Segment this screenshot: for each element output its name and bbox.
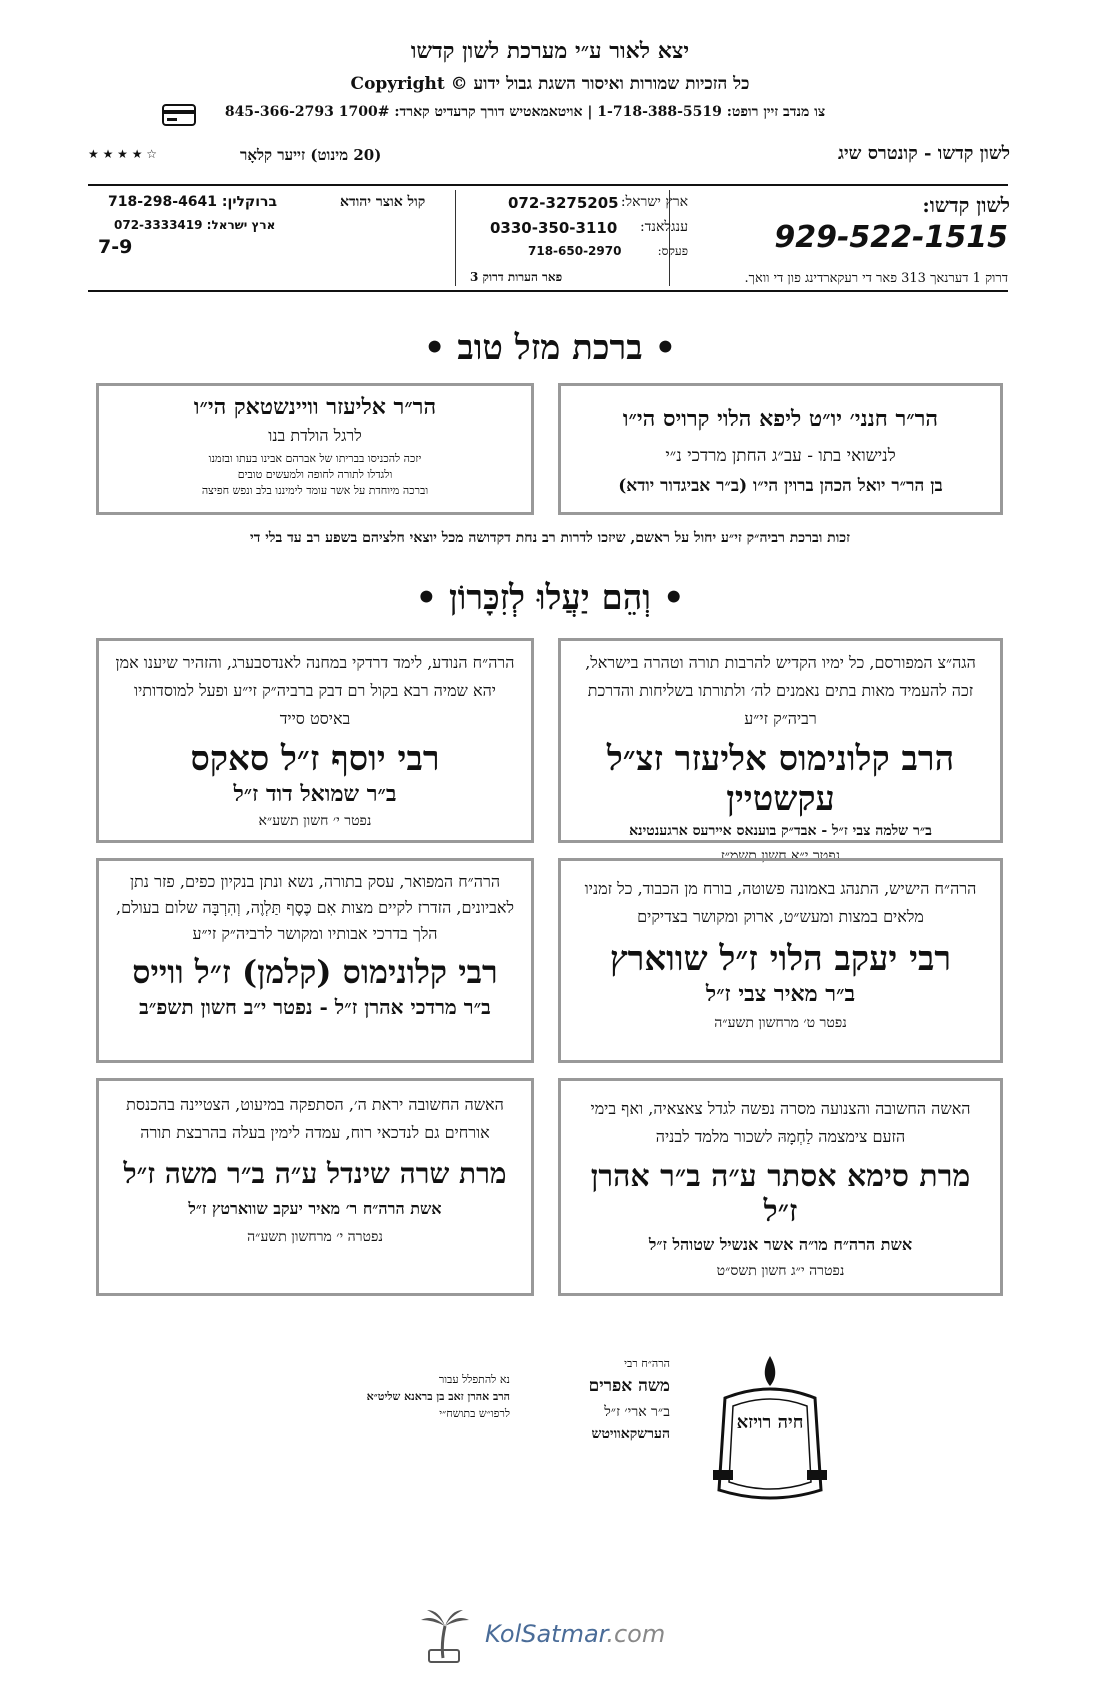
- fax-phone[interactable]: 718-650-2970: [528, 244, 622, 258]
- celebrant-left-line1: לרגל הולדת בנו: [268, 426, 362, 445]
- rating-stars: ★ ★ ★ ★ ☆: [88, 147, 158, 161]
- memorial-box-2: [96, 638, 534, 843]
- kol-otzar-label: קול אוצר יהודא: [340, 194, 426, 210]
- infobar-top-rule: [88, 184, 1008, 186]
- memorial-box-5: [558, 1078, 1003, 1296]
- memorial-box-6: [96, 1078, 534, 1296]
- israel-phone-2[interactable]: ארץ ישראל: 072-3333419: [114, 218, 276, 232]
- infobar-bottom-rule: [88, 290, 1008, 292]
- memorial-box-1: [558, 638, 1003, 864]
- memorial-3-desc: הרה״ח הישיש, התנהג באמונה פשוטה, בורח מן הכבוד, כל זמניו מלאים במצות ומעש״ט, ארוק ומקושר בצדיקים: [584, 879, 977, 926]
- celebrant-right-line1: לנישואי בתו - עב״ג החתן מרדכי נ״י: [665, 446, 896, 466]
- palm-tree-logo-icon: [415, 1606, 475, 1666]
- honoree-title: הרה״ח רבי: [624, 1357, 670, 1370]
- celebrant-right-name: הר״ר חנני׳ יו״ט ליפא הלוי קרויס הי״ו: [622, 406, 939, 432]
- extension: 7-9: [98, 236, 133, 258]
- memorial-3-father: ב״ר מאיר צבי ז״ל: [705, 981, 856, 1007]
- memorial-6-father: אשת הרה״ח ר׳ מאיר יעקב שווארטץ ז״ל: [188, 1199, 442, 1218]
- memorial-5-date: נפטרה י״ג חשון תשס״ט: [716, 1263, 845, 1279]
- contact-line: צו מנדב זיין רופט: 1-718-388-5519 | אויטאמאטיש דורך קרעדיט קארד: 1700# 845-366-2793: [224, 104, 826, 120]
- israel-phone[interactable]: 072-3275205: [508, 194, 619, 212]
- emblem-name: חיה רויזא: [736, 1412, 804, 1433]
- memorial-box-4: [96, 858, 534, 1063]
- memorial-5-father: אשת הרה״ח מו״ה אשר אנשיל שטוהל ז״ל: [648, 1235, 913, 1254]
- mazal-tov-left-box: [96, 383, 534, 515]
- infobar-divider: [455, 190, 456, 286]
- memorial-1-father: ב״ר שלמה צבי ז״ל - אבד״ק בוענאס איירעס ארגענטינא: [629, 823, 932, 839]
- publisher-line: יצא לאור ע״י מערכת לשון קדשו: [410, 38, 690, 64]
- memorial-1-date: נפטר י״א חשון תשמ״ז: [720, 848, 841, 864]
- mazal-tov-right-box: [558, 383, 1003, 515]
- memorial-4-father: ב״ר מרדכי אהרן ז״ל - נפטר י״ב חשון תשפ״ב: [139, 995, 491, 1019]
- brand-name: KolSatmar: [485, 1620, 607, 1648]
- memorial-3-name: רבי יעקב הלוי ז״ל שווארץ: [609, 939, 952, 979]
- brooklyn-phone[interactable]: ברוקלין: 718-298-4641: [108, 194, 277, 210]
- celebrant-right-line2: בן הר״ר יואל הכהן ברוין הי״ו (ב״ר אביגדור יודא): [618, 476, 943, 496]
- honoree-father: ב״ר ארי׳ ז״ל: [604, 1404, 670, 1420]
- copyright-line: כל הזכיות שמורות ואיסור השגת גבול ידוע © Copyright: [350, 74, 750, 94]
- brand-suffix: .com: [606, 1620, 666, 1648]
- series-title: לשון קדשו - קונטרס שיג: [838, 143, 1010, 164]
- memorial-box-3: [558, 858, 1003, 1063]
- memorial-4-desc: הרה״ח המפואר, עסק בתורה, נשא ונתן בנקיון כפים, פזר נתן לאביונים, הזדרז לקיים מצות אִם כֶּסֶף תַּלְוֶה, וְהִרְבָּה שלום בעולם, הלך בדרכי אבותיו ומקושר לרביה״ק זי״ע: [116, 872, 514, 943]
- memorial-1-name: הרב קלונימוס אליעזר זצ״ל עקשטיין: [606, 739, 955, 819]
- memorial-5-desc: האשה החשובה והצנועה מסרה נפשה לגדל צאצאיה, ואף בימי הזעם צימצמה לַחְמָהּ לשכור מלמד לבניה: [590, 1099, 971, 1146]
- prayer-line-3: לרפו״ש בתושח״י: [439, 1407, 510, 1420]
- memorial-6-desc: האשה החשובה יראת ה׳, הסתפקה במיעוט, הצטיינה בהכנסת אורחים גם לנדכאי רוח, עמדה לימין בעלה בהרבצת תורה: [126, 1095, 504, 1142]
- brand-logo[interactable]: [485, 1620, 665, 1648]
- credit-card-icon: [162, 104, 196, 126]
- memorial-2-desc: הרה״ח הנודע, לימד דרדקי במחנה לאנדסבערג, והזהיר שיענו אמן יהא שמיה רבא בקול רם דבק ברביה״ק זי״ע ופעל למוסדותיו באיסט סייד: [115, 653, 515, 728]
- notes-line: פאר הערות דרוק 3: [470, 270, 563, 284]
- memorial-2-date: נפטר י׳ חשון תשע״א: [258, 813, 372, 829]
- infobar-label: לשון קדשו:: [922, 193, 1010, 217]
- honoree-name: משה אפרים: [588, 1376, 670, 1396]
- reading-time: (20 מינוט) זייער קלאָר: [240, 146, 382, 164]
- memorial-2-name: רבי יוסף ז״ל סאקס: [190, 739, 440, 779]
- memorial-1-desc: הגה״צ המפורסם, כל ימיו הקדיש להרבות תורה וטהרה בישראל, זכה להעמיד מאות בתים נאמנים לה׳ ולתורתו בשליחות והדרכת רביה״ק זי״ע: [585, 653, 976, 728]
- issue-line: דרוק 1 דערנאך 313 פאר די רעקארדינג פון די וואך.: [744, 271, 1008, 286]
- celebrant-left-line3: ולגדלו לתורה לחופה ולמעשים טובים: [237, 468, 393, 481]
- memorial-3-date: נפטר ט׳ מרחשון תשע״ה: [714, 1015, 847, 1031]
- main-phone[interactable]: 929-522-1515: [774, 220, 1008, 255]
- memorial-4-name: רבי קלונימוס (קלמן) ז״ל ווייס: [132, 953, 498, 991]
- england-phone[interactable]: 0330-350-3110: [490, 219, 618, 237]
- memorial-2-father: ב״ר שמואל דוד ז״ל: [233, 781, 397, 807]
- memorial-6-date: נפטרה י׳ מרחשון תשע״ה: [247, 1229, 383, 1245]
- fax-label: פעקס:: [657, 244, 688, 258]
- prayer-line-1: נא להתפלל עבור: [438, 1373, 510, 1386]
- celebrant-left-name: הר״ר אליעזר וויינשטאק הי״ו: [193, 394, 437, 420]
- honoree-family: הערשקאוויטש: [591, 1426, 670, 1442]
- israel-label: ארץ ישראל:: [620, 194, 688, 210]
- celebrant-left-line2: יזכה להכניסו בבריתו של אברהם אבינו בעתו ובזמנו: [208, 452, 422, 465]
- england-label: ענגלאנד:: [639, 219, 688, 235]
- mazal-tov-blessing: זכות וברכת רביה״ק זי״ע יחול על ראשם, שיזכו לדרות רב נחת דקדושה מכל יוצאי חלציהם בשפע רב עד בלי די: [249, 530, 851, 546]
- celebrant-left-line4: וברכה מיוחדת על אשר עומד לימיננו בלב ונפש חפיצה: [201, 484, 429, 497]
- prayer-line-2: הרב אהרן זאב בן בראנא שליט״א: [366, 1390, 510, 1403]
- memorial-6-name: מרת שרה שינדל ע״ה ב״ר משה ז״ל: [123, 1157, 507, 1190]
- memorial-title: • וְהֵם יַעֲלוּ לְזִכָּרוֹן •: [415, 578, 685, 618]
- memorial-5-name: מרת סימא אסתר ע״ה ב״ר אהרן ז״ל: [590, 1159, 971, 1229]
- mazal-tov-title: • ברכת מזל טוב •: [423, 328, 677, 368]
